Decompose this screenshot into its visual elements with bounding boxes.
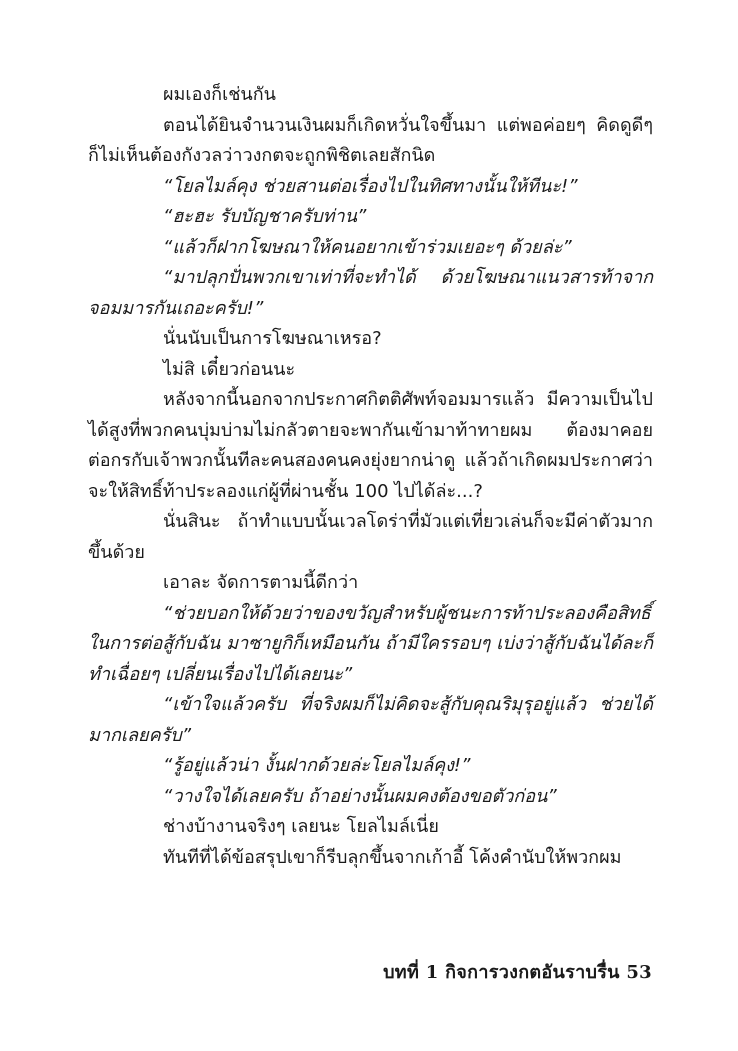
paragraph: หลังจากนี้นอกจากประกาศกิตติศัพท์จอมมารแล้ว มีความเป็นไปได้สูงที่พวกคนบุ่มบ่ามไม่กลัวตายจะพากันเข้ามาท้าทายผม ต้องมาคอยต่อกรกับเจ้าพวกนั้นทีละคนสองคนคงยุ่งยากน่าดู แล้วถ้าเกิดผมประกาศว่าจะให้สิทธิ์ท้าประลองแก่ผู้ที่ผ่านชั้น 100 ไปได้ล่ะ...? (88, 389, 653, 502)
dialogue-line: “โยลไมล์คุง ช่วยสานต่อเรื่องไปในทิศทางนั้นให้ทีนะ!” (163, 175, 578, 197)
dialogue-line: “มาปลุกปั่นพวกเขาเท่าที่จะทำได้ ด้วยโฆษณาแนวสารท้าจากจอมมารกันเถอะครับ!” (88, 267, 653, 319)
paragraph: นั่นสินะ ถ้าทำแบบนั้นเวลโดร่าที่มัวแต่เที่ยวเล่นก็จะมีค่าตัวมากขึ้นด้วย (88, 511, 653, 563)
body-text (88, 80, 653, 873)
dialogue-line: “รู้อยู่แล้วน่า งั้นฝากด้วยล่ะโยลไมล์คุง!” (163, 755, 471, 776)
dialogue-line: “เข้าใจแล้วครับ ที่จริงผมก็ไม่คิดจะสู้กับคุณริมุรุอยู่แล้ว ช่วยได้มากเลยครับ” (88, 694, 653, 746)
paragraph: นั่นนับเป็นการโฆษณาเหรอ? (163, 328, 382, 349)
running-footer: บทที่ 1 กิจการวงกตอันราบรื่น 53 (383, 962, 652, 983)
paragraph: ตอนได้ยินจำนวนเงินผมก็เกิดหวั่นใจขึ้นมา แต่พอค่อยๆ คิดดูดีๆ ก็ไม่เห็นต้องกังวลว่าวงกตจะถูกพิชิตเลยสักนิด (88, 114, 653, 166)
dialogue-line: “วางใจได้เลยครับ ถ้าอย่างนั้นผมคงต้องขอตัวก่อน” (163, 785, 557, 807)
paragraph: ไม่สิ เดี๋ยวก่อนนะ (163, 358, 296, 380)
dialogue-line: “แล้วก็ฝากโฆษณาให้คนอยากเข้าร่วมเยอะๆ ด้วยล่ะ” (163, 236, 572, 258)
dialogue-line: “ช่วยบอกให้ด้วยว่าของขวัญสำหรับผู้ชนะการท้าประลองคือสิทธิ์ในการต่อสู้กับฉัน มาซายูกิก็เหมือนกัน ถ้ามีใครรอบๆ เบ่งว่าสู้กับฉันได้ละก็ทำเฉื่อยๆ เปลี่ยนเรื่องไปได้เลยนะ” (88, 602, 653, 685)
dialogue-line: “ฮะฮะ รับบัญชาครับท่าน” (163, 206, 367, 227)
paragraph: ผมเองก็เช่นกัน (163, 84, 276, 105)
paragraph: ทันทีที่ได้ข้อสรุปเขาก็รีบลุกขึ้นจากเก้าอี้ โค้งคำนับให้พวกผม (163, 846, 622, 868)
paragraph: ช่างบ้างานจริงๆ เลยนะ โยลไมล์เนี่ย (163, 816, 439, 837)
paragraph: เอาละ จัดการตามนี้ดีกว่า (163, 572, 359, 593)
